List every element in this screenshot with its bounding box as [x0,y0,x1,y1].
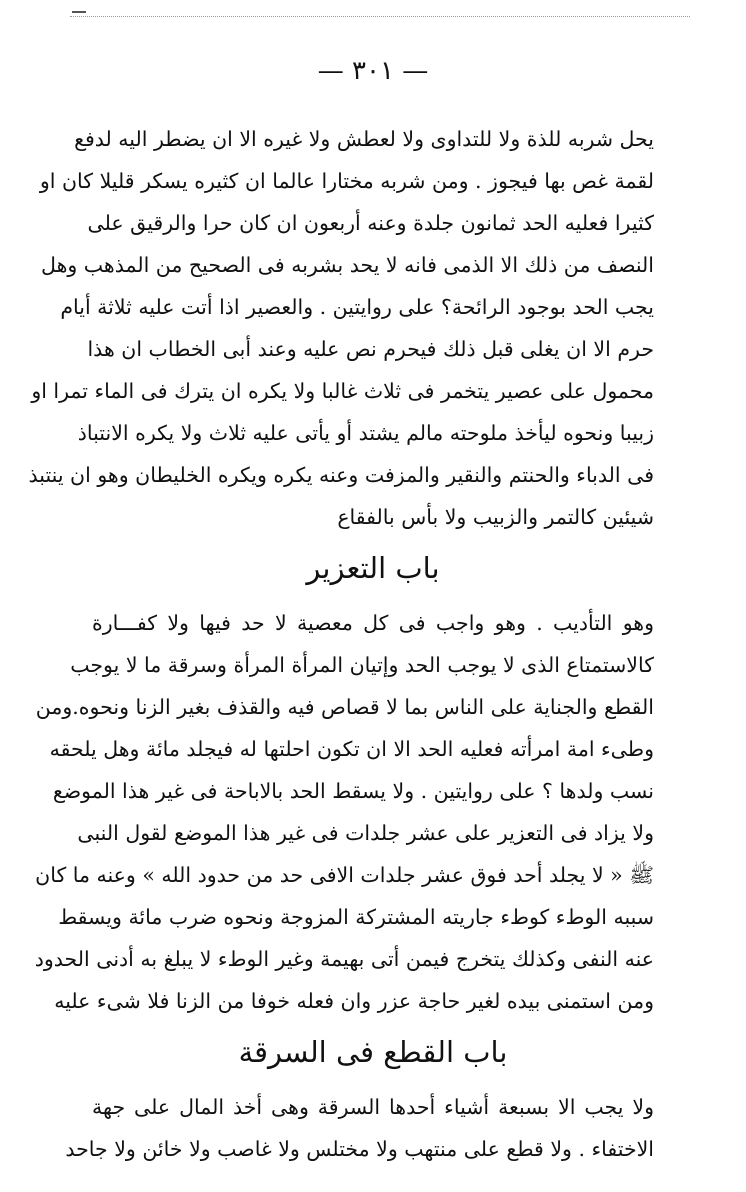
text-line: وهو التأديب . وهو واجب فى كل معصية لا حد فيها ولا كفـــارة [92,611,654,635]
text-line: ولا يزاد فى التعزير على عشر جلدات فى غير هذا الموضع لقول النبى [77,821,654,845]
text-line: الاختفاء . ولا قطع على منتهب ولا مختلس ولا غاصب ولا خائن ولا جاحد [65,1137,654,1161]
text-line: شيئين كالتمر والزبيب ولا بأس بالفقاع [337,505,654,529]
text-line: فى الدباء والحنتم والنقير والمزفت وعنه يكره ويكره الخليطان وهو ان ينتبذ [28,463,654,487]
page-body [28,118,654,1170]
text-line: ومن استمنى بيده لغير حاجة عزر وان فعله خوفا من الزنا فلا شىء عليه [54,989,654,1013]
page-number: — ٣٠١ — [317,56,429,86]
text-line: زبيبا ونحوه ليأخذ ملوحته مالم يشتد أو يأتى عليه ثلاث ولا يكره الانتباذ [77,421,654,445]
text-line: سببه الوطء كوطء جاريته المشتركة المزوجة ونحوه ضرب مائة ويسقط [58,905,654,929]
top-dotted-rule [70,16,690,17]
text-line: يجب الحد بوجود الرائحة؟ على روايتين . والعصير اذا أتت عليه ثلاثة أيام [60,295,654,319]
text-line: القطع والجناية على الناس بما لا قصاص فيه والقذف بغير الزنا ونحوه.ومن [35,695,654,719]
text-line: حرم الا ان يغلى قبل ذلك فيحرم نص عليه وعند أبى الخطاب ان هذا [87,337,654,361]
text-line: النصف من ذلك الا الذمى فانه لا يحد بشربه فى الصحيح من المذهب وهل [41,253,654,277]
text-line: محمول على عصير يتخمر فى ثلاث غالبا ولا يكره ان يترك فى الماء تمرا او [31,379,654,403]
text-line: وطىء امة امرأته فعليه الحد الا ان تكون احلتها له فيجلد مائة وهل يلحقه [49,737,654,761]
section-heading-tazir: باب التعزير [306,551,440,585]
text-line: ولا يجب الا بسبعة أشياء أحدها السرقة وهى أخذ المال على جهة [92,1095,654,1119]
text-line: كثيرا فعليه الحد ثمانون جلدة وعنه أربعون ان كان حرا والرقيق على [87,211,654,235]
section-heading-theft: باب القطع فى السرقة [238,1035,508,1069]
text-line: نسب ولدها ؟ على روايتين . ولا يسقط الحد بالاباحة فى غير هذا الموضع [52,779,654,803]
text-line: كالاستمتاع الذى لا يوجب الحد وإتيان المرأة المرأة وسرقة ما لا يوجب [70,653,654,677]
text-line: عنه النفى وكذلك يتخرج فيمن أتى بهيمة وغير الوطء لا يبلغ به أدنى الحدود [34,947,654,971]
top-corner-mark [72,11,86,13]
paragraph-tazir [34,602,654,1022]
text-line: ﷺ « لا يجلد أحد فوق عشر جلدات الافى حد من حدود الله » وعنه ما كان [35,863,654,887]
text-line: لقمة غص بها فيجوز . ومن شربه مختارا عالما ان كثيره يسكر قليلا كان او [39,169,654,193]
paragraph-theft [65,1086,654,1170]
text-line: يحل شربه للذة ولا للتداوى ولا لعطش ولا غيره الا ان يضطر اليه لدفع [74,127,654,151]
paragraph-drinking [28,118,654,538]
